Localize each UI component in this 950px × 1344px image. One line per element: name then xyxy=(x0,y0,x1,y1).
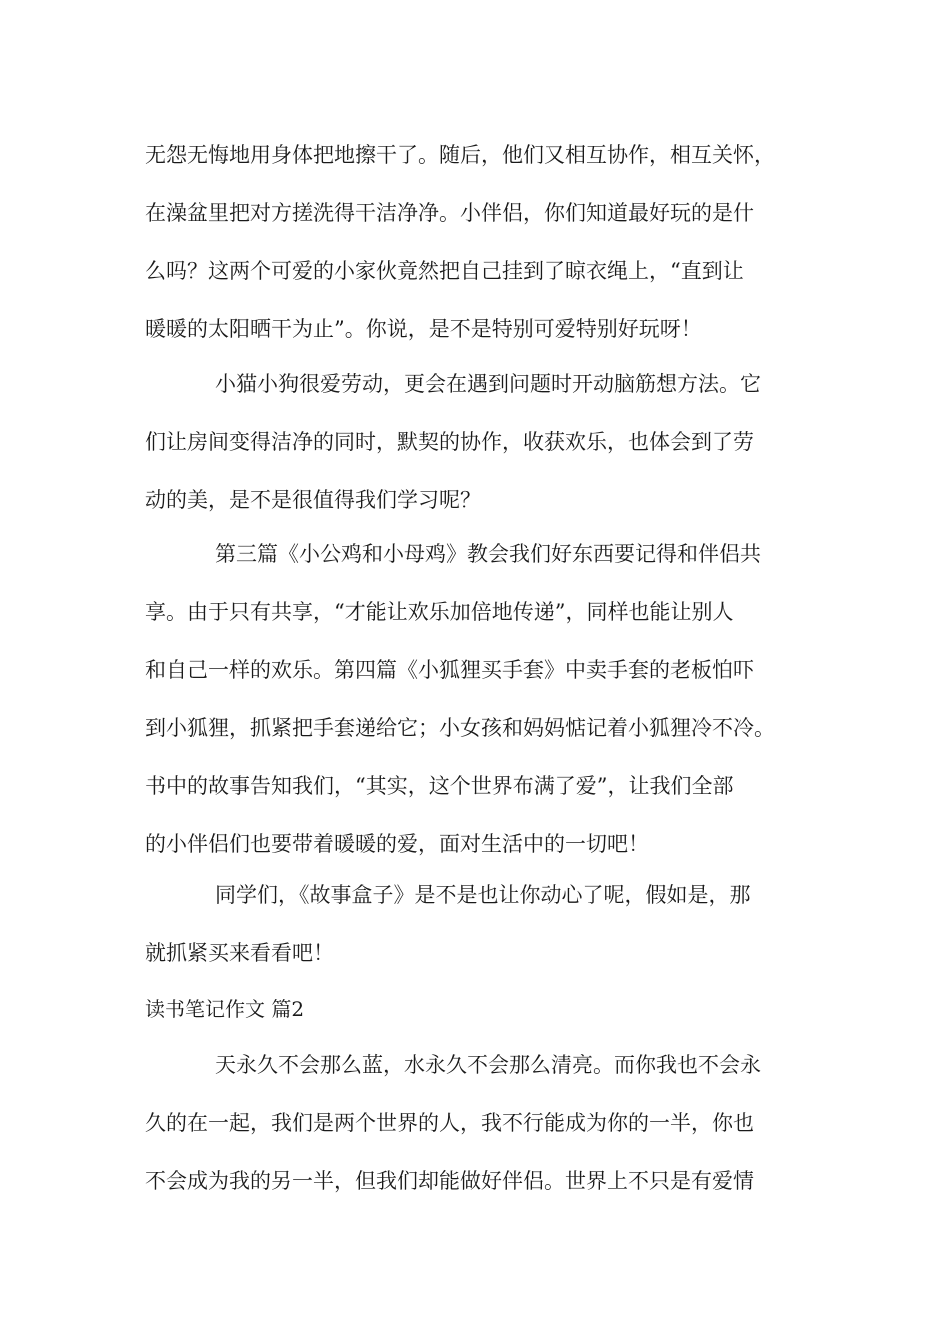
text-line: 和自己一样的欢乐。第四篇《小狐狸买手套》中卖手套的老板怕吓 xyxy=(145,658,754,682)
text-line: 暖暖的太阳晒干为止”。你说，是不是特别可爱特别好玩呀！ xyxy=(145,317,702,341)
text-line: 第三篇《小公鸡和小母鸡》教会我们好东西要记得和伴侣共 xyxy=(215,542,761,566)
paragraph-2 xyxy=(145,355,825,529)
text-line: 到小狐狸，抓紧把手套递给它；小女孩和妈妈惦记着小狐狸冷不冷。 xyxy=(145,716,775,740)
paragraph-5 xyxy=(145,1036,825,1210)
section-heading: 读书笔记作文 篇2 xyxy=(145,997,305,1021)
text-line: 么吗？这两个可爱的小家伙竟然把自己挂到了晾衣绳上，“直到让 xyxy=(145,259,744,283)
text-line: 动的美，是不是很值得我们学习呢？ xyxy=(145,488,481,512)
paragraph-4 xyxy=(145,866,825,982)
text-line: 无怨无悔地用身体把地擦干了。随后，他们又相互协作，相互关怀， xyxy=(145,143,775,167)
text-line: 天永久不会那么蓝，水永久不会那么清亮。而你我也不会永 xyxy=(215,1053,761,1077)
text-line: 们让房间变得洁净的同时，默契的协作，收获欢乐，也体会到了劳 xyxy=(145,430,754,454)
text-line: 书中的故事告知我们，“其实，这个世界布满了爱”，让我们全部 xyxy=(145,774,734,798)
text-line: 同学们，《故事盒子》是不是也让你动心了呢，假如是，那 xyxy=(215,883,751,907)
paragraph-3 xyxy=(145,525,825,873)
text-line: 小猫小狗很爱劳动，更会在遇到问题时开动脑筋想方法。它 xyxy=(215,372,761,396)
text-line: 在澡盆里把对方搓洗得干洁净净。小伴侣，你们知道最好玩的是什 xyxy=(145,201,754,225)
text-line: 就抓紧买来看看吧！ xyxy=(145,941,334,965)
paragraph-continuation xyxy=(145,126,825,358)
text-line: 的小伴侣们也要带着暖暖的爱，面对生活中的一切吧！ xyxy=(145,832,649,856)
text-line: 久的在一起，我们是两个世界的人，我不行能成为你的一半，你也 xyxy=(145,1111,754,1135)
text-line: 不会成为我的另一半，但我们却能做好伴侣。世界上不只是有爱情 xyxy=(145,1169,754,1193)
text-line: 享。由于只有共享，“才能让欢乐加倍地传递”，同样也能让别人 xyxy=(145,600,734,624)
